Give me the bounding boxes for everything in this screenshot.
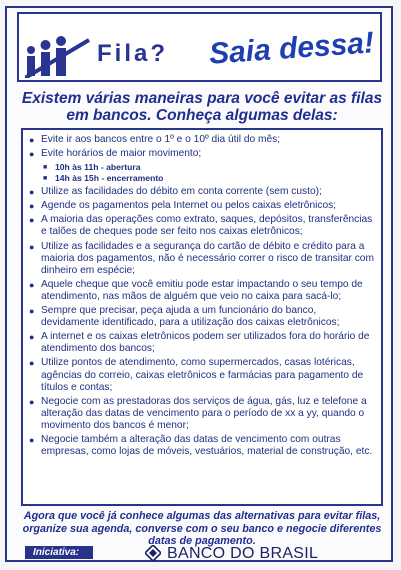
- tip-subitem: ■ 10h às 11h - abertura: [29, 162, 377, 173]
- tip-item: ● Utilize pontos de atendimento, como supermercados, casas lotéricas, agências do correio, caixas eletrônicos e farmácias para pagamento de títulos e contas;: [29, 357, 377, 393]
- flyer: [5, 6, 393, 562]
- bank-name: BANCO DO BRASIL: [167, 545, 319, 562]
- tips-list: [23, 130, 381, 458]
- tip-item: ● A maioria das operações como extrato, saques, depósitos, transferências e talões de cheques pode ser feito nos caixas eletrônicos;: [29, 214, 377, 238]
- tip-item: ● Negocie com as prestadoras dos serviços de água, gás, luz e telefone a alteração das datas de vencimento para o período de xx a yy, quando o movimento dos bancos é menor;: [29, 396, 377, 432]
- footer: [21, 545, 383, 562]
- intro-text: Existem várias maneiras para você evitar as filas em bancos. Conheça algumas delas:: [21, 90, 383, 124]
- tip-item: ● Utilize as facilidades do débito em conta corrente (sem custo);: [29, 186, 377, 198]
- header-banner: [17, 12, 382, 82]
- tip-subitem: ■ 14h às 15h - encerramento: [29, 173, 377, 184]
- tip-item: ● Negocie também a alteração das datas de vencimento com outras empresas, como lojas de móveis, vestuários, material de construção, etc.: [29, 434, 377, 458]
- iniciativa-label: Iniciativa:: [25, 546, 93, 559]
- tip-item: ● A internet e os caixas eletrônicos podem ser utilizados fora do horário de atendimento dos bancos;: [29, 331, 377, 355]
- tip-item: ● Sempre que precisar, peça ajuda a um funcionário do banco, devidamente identificado, para a utilização dos caixas eletrônicos;: [29, 305, 377, 329]
- title-fila: Fila?: [97, 40, 169, 67]
- tip-item: ● Evite ir aos bancos entre o 1º e o 10º dia útil do mês;: [29, 134, 377, 146]
- tip-item: ● Agende os pagamentos pela Internet ou pelos caixas eletrônicos;: [29, 200, 377, 212]
- banco-do-brasil-logo-icon: [145, 545, 161, 561]
- tip-item: ● Utilize as facilidades e a segurança do cartão de débito e crédito para a maioria dos pagamentos, não é necessário correr o risco de transitar com dinheiro em espécie;: [29, 241, 377, 277]
- tips-box: [21, 128, 383, 506]
- people-queue-logo-icon: [25, 36, 91, 78]
- closing-text: Agora que você já conhece algumas das alternativas para evitar filas, organize sua agenda, converse com o seu banco e negocie diferentes datas de pagamento.: [22, 510, 382, 547]
- title-saia: Saia dessa!: [208, 26, 376, 71]
- tip-item: ● Evite horários de maior movimento;: [29, 148, 377, 160]
- tip-item: ● Aquele cheque que você emitiu pode estar impactando o seu tempo de atendimento, nas mãos de alguém que veio no caixa para sacá-lo;: [29, 279, 377, 303]
